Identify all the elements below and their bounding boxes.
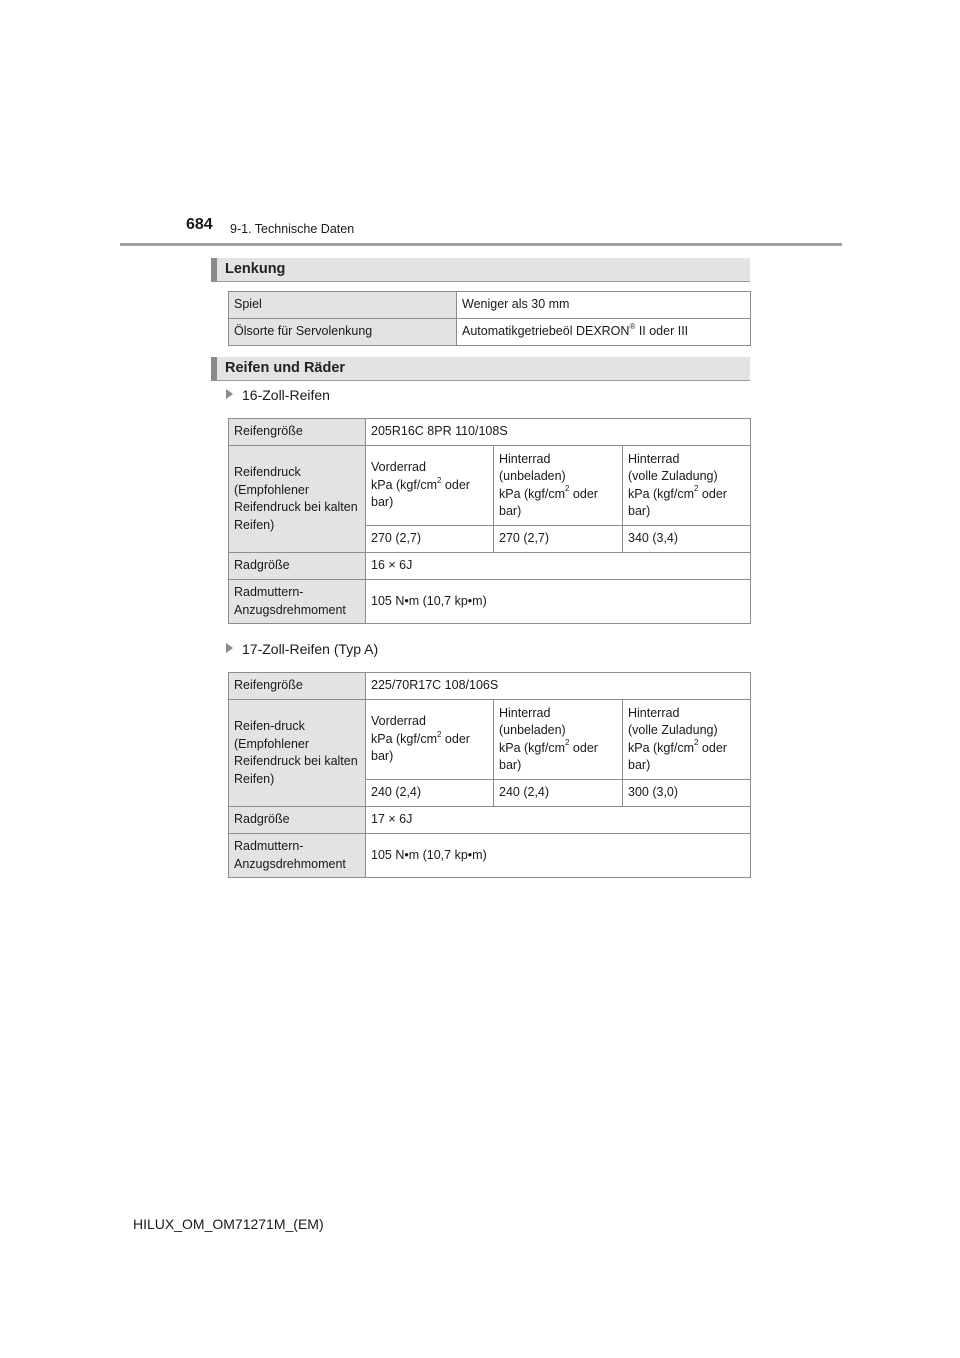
- table-row: [229, 419, 751, 446]
- table-row: [229, 319, 751, 346]
- table-row: [229, 580, 751, 624]
- wheel-size-value: 17 × 6J: [366, 807, 751, 834]
- tire-17-table: [228, 672, 751, 878]
- torque-value: 105 N•m (10,7 kp•m): [366, 580, 751, 624]
- table-row: [229, 834, 751, 878]
- table-row: [229, 553, 751, 580]
- steering-play-label: Spiel: [229, 292, 457, 319]
- tire-size-value: 205R16C 8PR 110/108S: [366, 419, 751, 446]
- torque-value: 105 N•m (10,7 kp•m): [366, 834, 751, 878]
- section-heading-tires: [211, 357, 750, 381]
- table-row: [229, 446, 751, 526]
- steering-oil-value: Automatikgetriebeöl DEXRON® II oder III: [457, 319, 751, 346]
- wheel-size-label: Radgröße: [229, 807, 366, 834]
- front-wheel-header: Vorderrad kPa ($kgf/cm^2$ oder bar): [366, 446, 494, 526]
- table-row: [229, 673, 751, 700]
- section-title: Reifen und Räder: [225, 360, 346, 376]
- bullet-16-inch: 16-Zoll-Reifen: [226, 387, 330, 403]
- wheel-size-value: 16 × 6J: [366, 553, 751, 580]
- front-pressure-value: 270 (2,7): [366, 526, 494, 553]
- tire-pressure-label: Reifen-druck (Empfohlener Reifendruck bei kalten Reifen): [229, 700, 366, 807]
- arrow-right-icon: [226, 643, 233, 653]
- torque-label: Radmuttern-Anzugsdrehmoment: [229, 834, 366, 878]
- wheel-size-label: Radgröße: [229, 553, 366, 580]
- tire-pressure-label: Reifendruck (Empfohlener Reifendruck bei kalten Reifen): [229, 446, 366, 553]
- chapter-title: 9-1. Technische Daten: [230, 222, 355, 236]
- rear-full-pressure-value: 300 (3,0): [623, 780, 751, 807]
- steering-oil-label: Ölsorte für Servolenkung: [229, 319, 457, 346]
- rear-unladen-header: Hinterrad (unbeladen) kPa ($kgf/cm^2$ oder bar): [494, 446, 623, 526]
- tire-16-table: [228, 418, 751, 624]
- bullet-17-inch: 17-Zoll-Reifen (Typ A): [226, 641, 378, 657]
- rear-unladen-pressure-value: 240 (2,4): [494, 780, 623, 807]
- tire-size-value: 225/70R17C 108/106S: [366, 673, 751, 700]
- steering-play-value: Weniger als 30 mm: [457, 292, 751, 319]
- front-wheel-header: Vorderrad kPa ($kgf/cm^2$ oder bar): [366, 700, 494, 780]
- section-heading-steering: [211, 258, 750, 282]
- rear-unladen-pressure-value: 270 (2,7): [494, 526, 623, 553]
- torque-label: Radmuttern-Anzugsdrehmoment: [229, 580, 366, 624]
- steering-table: [228, 291, 751, 346]
- tire-size-label: Reifengröße: [229, 673, 366, 700]
- table-row: [229, 292, 751, 319]
- table-row: [229, 807, 751, 834]
- rear-full-pressure-value: 340 (3,4): [623, 526, 751, 553]
- rear-full-header: Hinterrad (volle Zuladung) kPa ($kgf/cm^2$ oder bar): [623, 700, 751, 780]
- rear-unladen-header: Hinterrad (unbeladen) kPa ($kgf/cm^2$ oder bar): [494, 700, 623, 780]
- rear-full-header: Hinterrad (volle Zuladung) kPa ($kgf/cm^2$ oder bar): [623, 446, 751, 526]
- document-id: HILUX_OM_OM71271M_(EM): [133, 1216, 324, 1232]
- section-title: Lenkung: [225, 261, 286, 277]
- arrow-right-icon: [226, 389, 233, 399]
- front-pressure-value: 240 (2,4): [366, 780, 494, 807]
- table-row: [229, 700, 751, 780]
- page-number: 684: [186, 216, 213, 233]
- header-divider: [120, 243, 842, 246]
- tire-size-label: Reifengröße: [229, 419, 366, 446]
